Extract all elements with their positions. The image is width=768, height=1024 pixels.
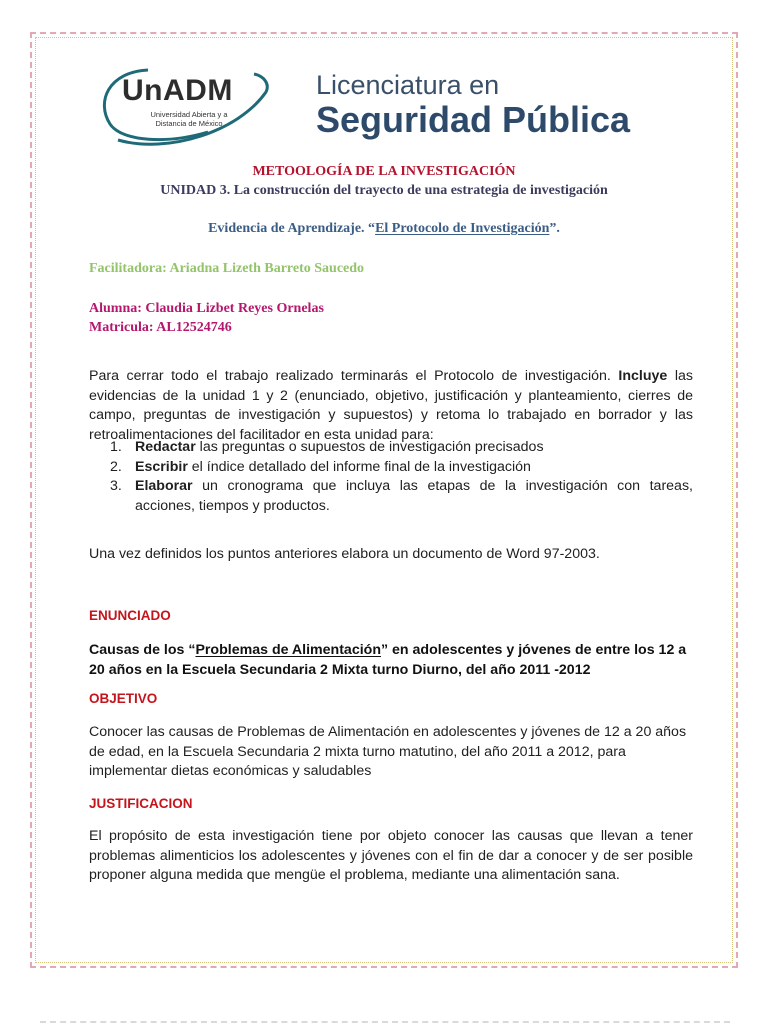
list-item [110,458,693,478]
program-name-line1: Licenciatura en [316,70,500,100]
list-item-number: 3. [110,478,122,494]
instructions-closing: Una vez definidos los puntos anteriores elabora un documento de Word 97-2003. [89,546,600,562]
program-logo [316,70,630,140]
list-item-number: 2. [110,458,122,475]
header-logos [88,62,678,154]
course-title: METOOLOGÍA DE LA INVESTIGACIÓN [252,164,516,179]
unadm-subtitle: Universidad Abierta y a Distancia de México [150,110,228,128]
list-item-text: un cronograma que incluya las etapas de la investigación con tareas, acciones, tiempos y productos. [135,478,693,514]
list-item-verb: Elaborar [135,478,193,494]
unit-title: UNIDAD 3. La construcción del trayecto de una estrategia de investigación [160,183,608,198]
evidence-name: El Protocolo de Investigación [375,221,550,236]
unadm-wordmark: UnADM [122,74,233,107]
intro-text-start: Para cerrar todo el trabajo realizado terminarás el Protocolo de investigación. [89,368,619,384]
enunciado-statement [89,640,699,680]
list-item-text: las preguntas o supuestos de investigación precisados [195,439,544,455]
student-info [89,299,324,337]
enunciado-prefix: Causas de los “ [89,642,196,658]
unadm-logo [88,62,278,152]
facilitator-name: Facilitadora: Ariadna Lizeth Barreto Saucedo [89,261,365,276]
program-name-line2: Seguridad Pública [316,99,631,140]
objetivo-heading: OBJETIVO [89,691,158,706]
list-item [110,438,693,458]
list-item [110,477,693,516]
justificacion-text: El propósito de esta investigación tiene por objeto conocer las causas que llevan a tener problemas alimenticios los adolescentes y jóvenes con el fin de dar a conocer y de ser posible proponer alguna medida que mengüe el problema, mediante una alimentación sana. [89,828,693,883]
list-item-number: 1. [110,439,122,455]
enunciado-heading: ENUNCIADO [89,608,171,623]
intro-bold-word: Incluye [618,368,668,384]
evidence-title [60,221,708,237]
intro-text-end: las evidencias de la unidad 1 y 2 (enunciado, objetivo, justificación y planteamiento, cierres de campo, preguntas de investigación y supuestos) y retoma lo trabajado en borrador y las retroalimentaciones del facilitador en esta unidad para: [89,368,693,443]
list-item-verb: Redactar [135,439,196,455]
evidence-suffix: ”. [549,221,560,236]
list-item-text: el índice detallado del informe final de la investigación [187,458,531,475]
enunciado-suffix: ” en adolescentes y jóvenes de entre los 12 a 20 años en la Escuela Secundaria 2 Mixta turno Diurno, del año 2011 -2012 [89,642,687,678]
objetivo-text: Conocer las causas de Problemas de Alimentación en adolescentes y jóvenes de 12 a 20 años de edad, en la Escuela Secundaria 2 mixta turno matutino, del año 2011 a 2012, para implementar dietas económicas y saludables [89,724,687,779]
instructions-paragraph [89,367,693,445]
evidence-prefix: Evidencia de Aprendizaje. “ [208,221,376,236]
list-item-verb: Escribir [135,458,188,475]
enunciado-topic: Problemas de Alimentación [195,642,381,658]
instructions-list [110,438,693,516]
student-name: Alumna: Claudia Lizbet Reyes Ornelas [89,301,324,316]
student-matricula: Matricula: AL12524746 [89,320,232,335]
page-bottom-rule [40,1021,730,1023]
justificacion-heading: JUSTIFICACION [89,796,193,811]
